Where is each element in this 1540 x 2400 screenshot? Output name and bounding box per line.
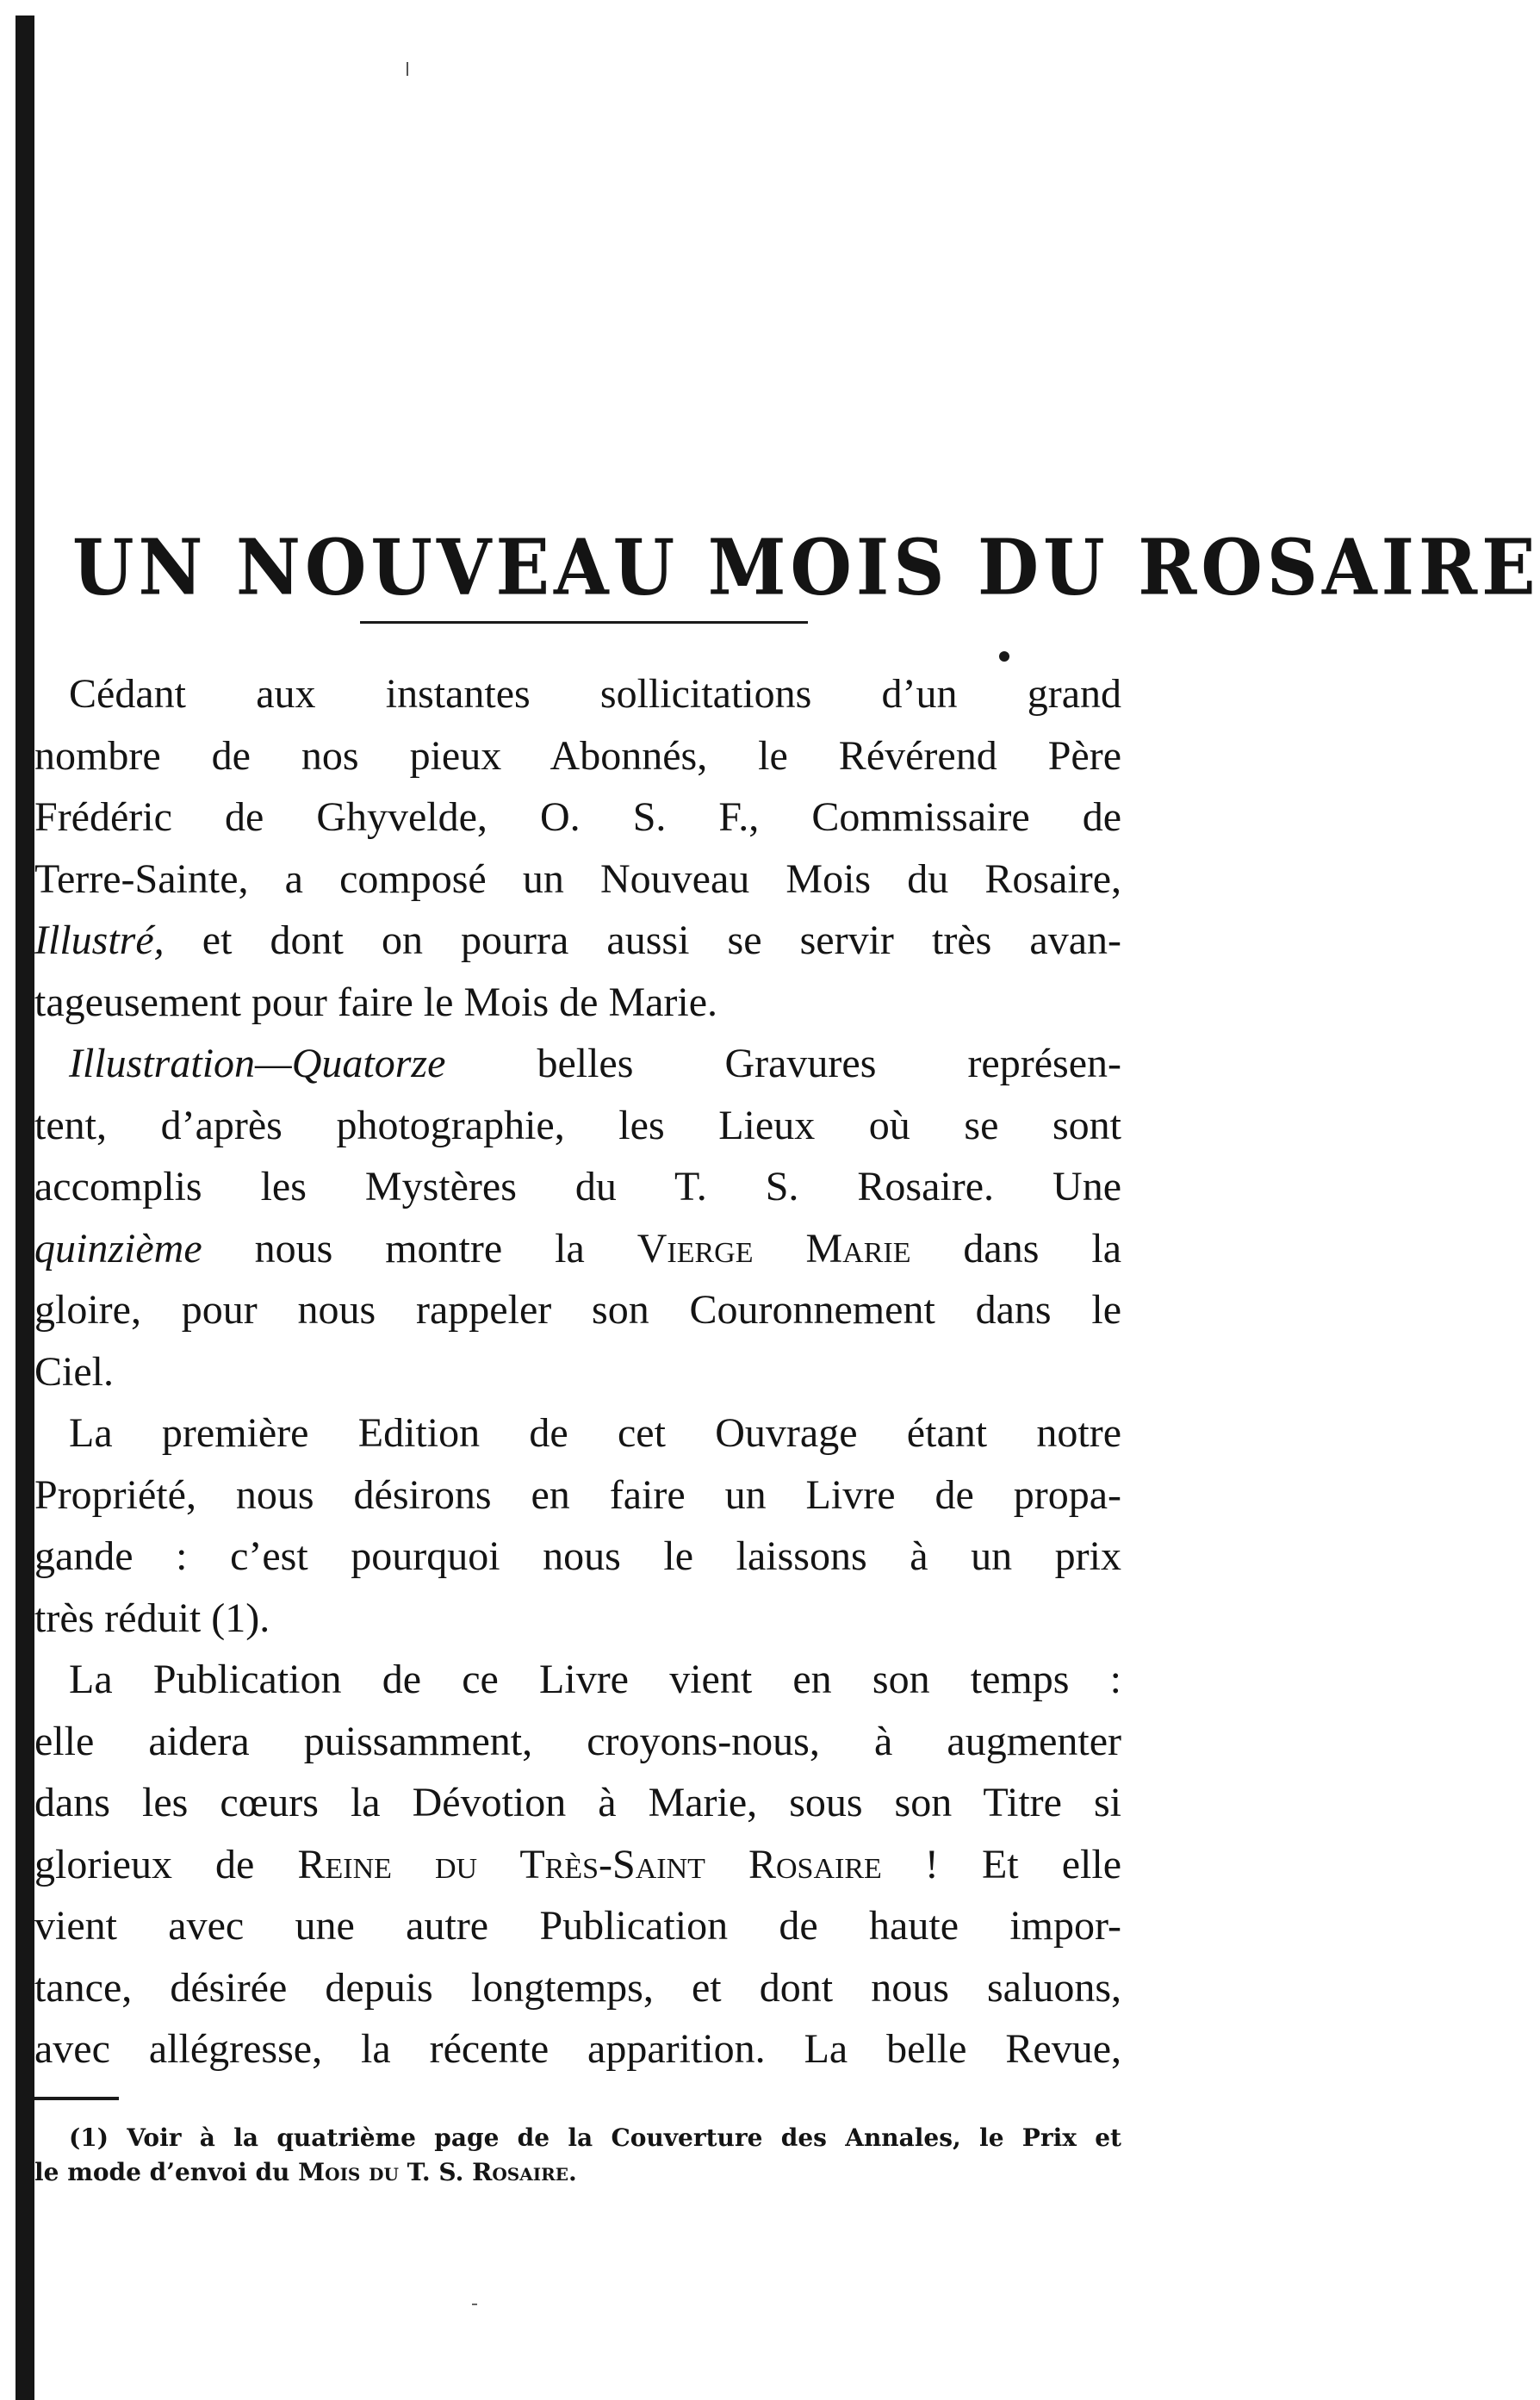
small-caps-run: Mois du T. S. Rosaire. [298, 2158, 577, 2186]
text-line: elle aidera puissamment, croyons-nous, à augmenter [34, 1718, 1121, 1764]
print-speck [999, 651, 1009, 662]
binding-edge [16, 16, 34, 2400]
small-caps-run: Vierge Marie [636, 1225, 911, 1272]
text-run: et dont on pourra aussi se servir très avan- [164, 917, 1121, 963]
text-line: Frédéric de Ghyvelde, O. S. F., Commissaire de [34, 794, 1121, 840]
text-line: La première Edition de cet Ouvrage étant notre [69, 1410, 1121, 1456]
text-line: Propriété, nous désirons en faire un Livre de propa- [34, 1471, 1121, 1518]
text-run: glorieux de [34, 1841, 298, 1887]
title-rule [360, 621, 808, 624]
text-run: le mode d’envoi du [34, 2158, 299, 2186]
print-speck [407, 62, 408, 76]
text-line: accomplis les Mystères du T. S. Rosaire. Une [34, 1164, 1121, 1209]
text-line: dans les cœurs la Dévotion à Marie, sous son Titre si [34, 1780, 1121, 1825]
page [34, 0, 1540, 2400]
text-run: belles Gravures représen- [445, 1041, 1121, 1086]
page-title: UN NOUVEAU MOIS DU ROSAIRE [72, 523, 1540, 613]
text-line [34, 1834, 1121, 1896]
text-line [34, 1033, 1121, 1095]
text-line [34, 2155, 1121, 2190]
small-caps-run: Reine du Très-Saint Rosaire [297, 1841, 882, 1887]
text-line: vient avec une autre Publication de haute impor- [34, 1903, 1121, 1949]
text-run: nous montre la [202, 1225, 637, 1272]
text-line: (1) Voir à la quatrième page de la Couverture des Annales, le Prix et [69, 2123, 1121, 2152]
text-line [34, 910, 1121, 972]
italic-run: Illustration—Quatorze [69, 1041, 446, 1086]
text-line: avec allégresse, la récente apparition. La belle Revue, [34, 2026, 1121, 2072]
article-body [34, 663, 1121, 2080]
text-run: dans la [910, 1225, 1122, 1272]
text-run: ! Et elle [881, 1841, 1122, 1887]
italic-run: Illustré, [34, 917, 165, 963]
text-line: Ciel. [34, 1348, 114, 1395]
text-line [34, 1218, 1121, 1280]
text-line: très réduit (1). [34, 1595, 270, 1641]
text-line: La Publication de ce Livre vient en son temps : [69, 1657, 1121, 1702]
print-speck [472, 2304, 477, 2305]
text-line: tent, d’après photographie, les Lieux où se sont [34, 1102, 1121, 1148]
text-line: nombre de nos pieux Abonnés, le Révérend Père [34, 732, 1121, 779]
footnote [34, 2121, 1121, 2190]
text-line: Terre-Sainte, a composé un Nouveau Mois du Rosaire, [34, 855, 1121, 902]
italic-run: quinzième [34, 1225, 202, 1272]
text-line: tance, désirée depuis longtemps, et dont nous saluons, [34, 1964, 1121, 2011]
footnote-rule [34, 2097, 119, 2100]
text-line: gloire, pour nous rappeler son Couronnement dans le [34, 1287, 1121, 1333]
text-line: tageusement pour faire le Mois de Marie. [34, 979, 718, 1025]
text-line: gande : c’est pourquoi nous le laissons à un prix [34, 1533, 1121, 1579]
text-line: Cédant aux instantes sollicitations d’un grand [69, 671, 1121, 717]
